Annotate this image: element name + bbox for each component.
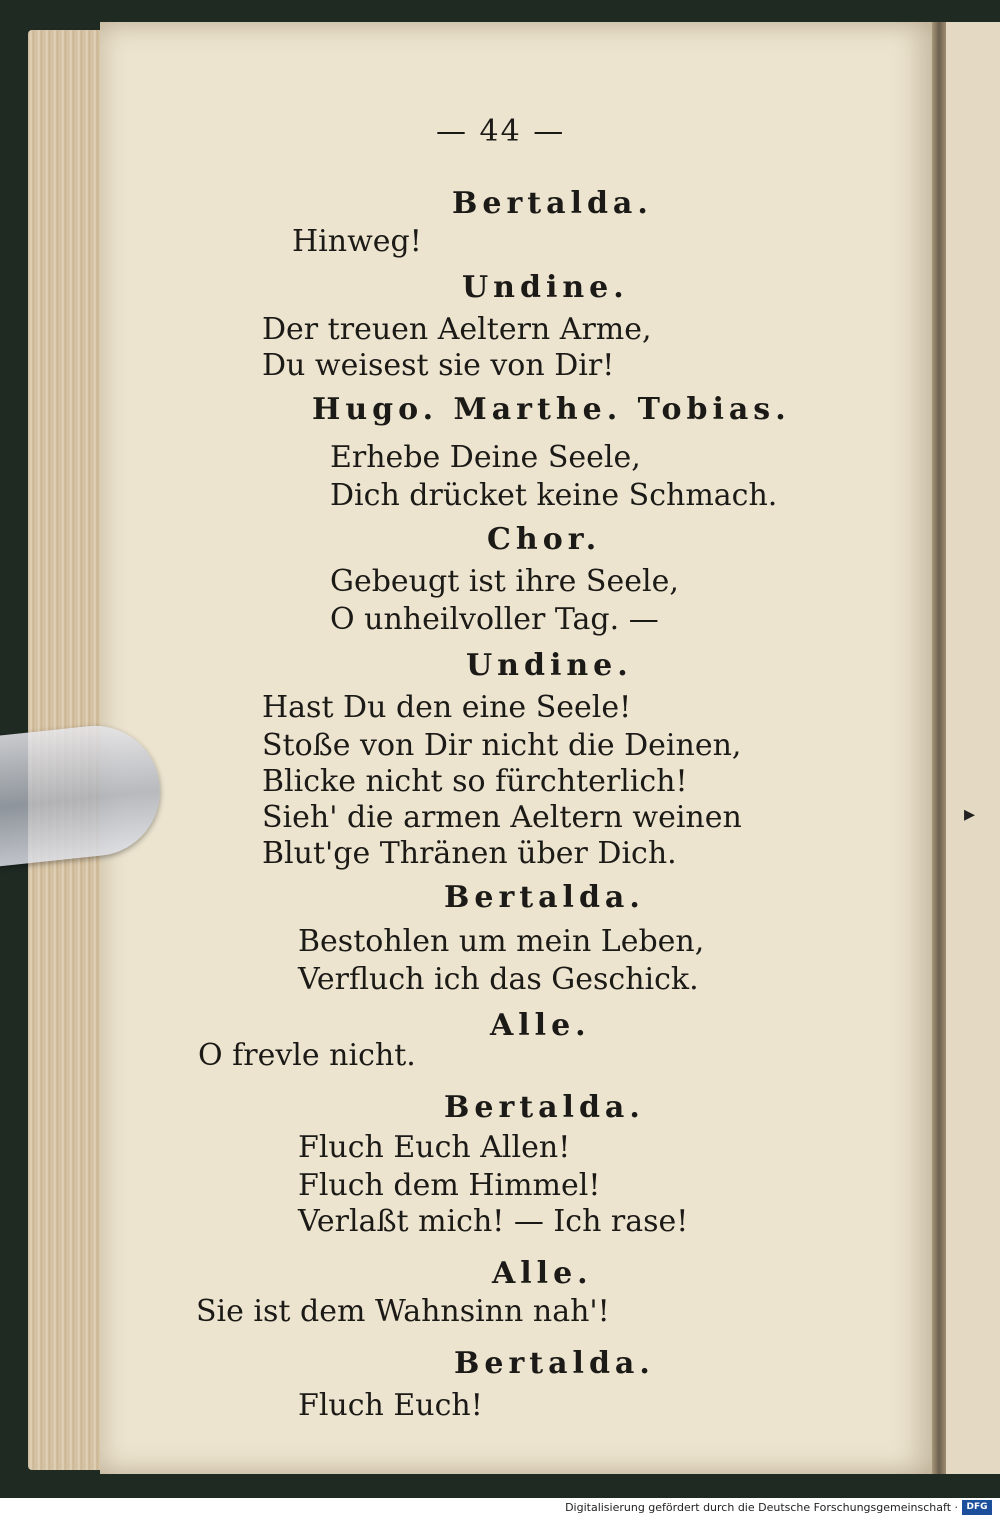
book-gutter [932,22,946,1474]
page-number: — 44 — [436,114,566,149]
speaker-bertalda: Bertalda. [444,880,645,915]
verse-line: Du weisest sie von Dir! [262,348,615,383]
speaker-bertalda: Bertalda. [452,186,653,221]
verse-line: Blicke nicht so fürchterlich! [262,764,688,799]
verse-line: Gebeugt ist ihre Seele, [330,564,679,599]
verse-line: O frevle nicht. [198,1038,416,1073]
verse-line: Blut'ge Thränen über Dich. [262,836,677,871]
verse-line: Verlaßt mich! — Ich rase! [298,1204,689,1239]
verse-line: Sie ist dem Wahnsinn nah'! [196,1294,610,1329]
speaker-hugo-marthe-tobias: Hugo. Marthe. Tobias. [312,392,791,427]
speaker-alle: Alle. [490,1008,591,1043]
verse-line: Hast Du den eine Seele! [262,690,632,725]
verse-line: Fluch dem Himmel! [298,1168,601,1203]
verse-line: Hinweg! [292,224,422,259]
speaker-chor: Chor. [487,522,602,557]
verse-line: Fluch Euch Allen! [298,1130,571,1165]
speaker-bertalda: Bertalda. [444,1090,645,1125]
dfg-logo-icon: DFG [962,1500,992,1515]
verse-line: O unheilvoller Tag. — [330,602,659,637]
footer-credit: Digitalisierung gefördert durch die Deutsche Forschungsgemeinschaft · [565,1501,958,1514]
verse-line: Fluch Euch! [298,1388,483,1423]
verse-line: Erhebe Deine Seele, [330,440,641,475]
speaker-undine: Undine. [462,270,629,305]
speaker-alle: Alle. [492,1256,593,1291]
verse-line: Stoße von Dir nicht die Deinen, [262,728,742,763]
verse-line: Bestohlen um mein Leben, [298,924,705,959]
arrow-right-icon: ▸ [964,802,976,827]
footer-bar [0,1498,1000,1518]
verse-line: Sieh' die armen Aeltern weinen [262,800,742,835]
verse-line: Dich drücket keine Schmach. [330,478,778,513]
facing-page [944,22,1000,1474]
verse-line: Der treuen Aeltern Arme, [262,312,652,347]
speaker-undine: Undine. [466,648,633,683]
verse-line: Verfluch ich das Geschick. [298,962,699,997]
speaker-bertalda: Bertalda. [454,1346,655,1381]
